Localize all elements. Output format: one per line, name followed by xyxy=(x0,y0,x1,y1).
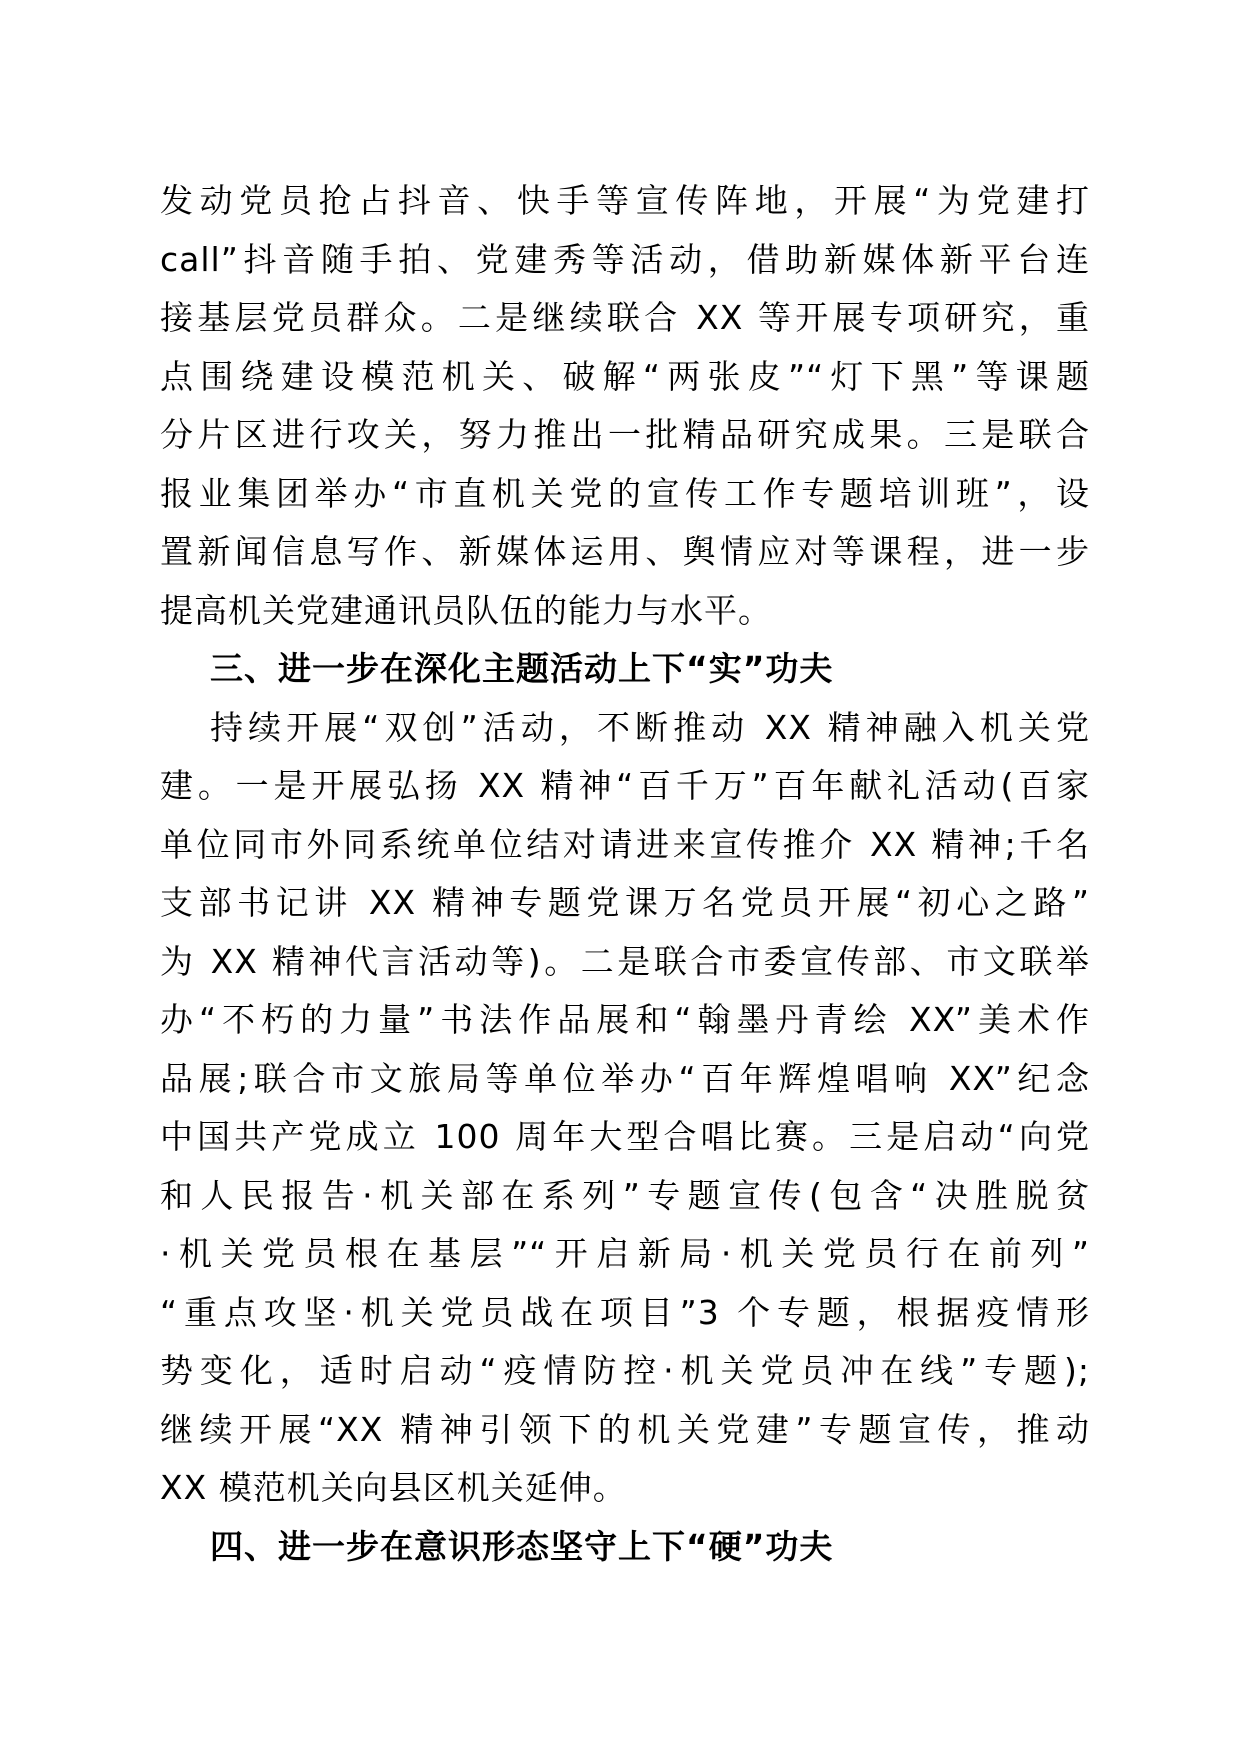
text-line: 品展;联合市文旅局等单位举办“百年辉煌唱响 XX”纪念 xyxy=(160,1058,1090,1098)
text-line: 办“不朽的力量”书法作品展和“翰墨丹青绘 XX”美术作 xyxy=(160,1000,1090,1039)
text-line: 分片区进行攻关，努力推出一批精品研究成果。三是联合 xyxy=(160,415,1090,454)
text-line: 中国共产党成立 100 周年大型合唱比赛。三是启动“向党 xyxy=(160,1117,1090,1156)
text-line: call”抖音随手拍、党建秀等活动，借助新媒体新平台连 xyxy=(160,239,1090,279)
paragraph-media-research-training xyxy=(160,172,1090,640)
text-line: ·机关党员根在基层”“开启新局·机关党员行在前列” xyxy=(160,1234,1090,1273)
text-line: 发动党员抢占抖音、快手等宣传阵地，开展“为党建打 xyxy=(160,181,1090,220)
text-line: 置新闻信息写作、新媒体运用、舆情应对等课程，进一步 xyxy=(160,532,1090,571)
text-line: 报业集团举办“市直机关党的宣传工作专题培训班”，设 xyxy=(160,473,1090,513)
text-line: 继续开展“XX 精神引领下的机关党建”专题宣传，推动 xyxy=(160,1409,1090,1449)
text-line: 点围绕建设模范机关、破解“两张皮”“灯下黑”等课题 xyxy=(160,356,1090,396)
section-heading-3: 三、进一步在深化主题活动上下“实”功夫 xyxy=(210,649,834,688)
text-line: 接基层党员群众。二是继续联合 XX 等开展专项研究，重 xyxy=(160,298,1090,337)
document-body xyxy=(160,172,1090,1576)
text-line: 建。一是开展弘扬 XX 精神“百千万”百年献礼活动(百家 xyxy=(160,766,1090,805)
section-heading-4: 四、进一步在意识形态坚守上下“硬”功夫 xyxy=(210,1526,834,1566)
text-line: 为 XX 精神代言活动等)。二是联合市委宣传部、市文联举 xyxy=(160,941,1090,981)
text-line: 提高机关党建通讯员队伍的能力与水平。 xyxy=(160,590,772,630)
text-line: 支部书记讲 XX 精神专题党课万名党员开展“初心之路” xyxy=(160,883,1090,922)
paragraph-theme-activities xyxy=(160,699,1090,1518)
text-line: XX 模范机关向县区机关延伸。 xyxy=(160,1468,627,1507)
text-line: 单位同市外同系统单位结对请进来宣传推介 XX 精神;千名 xyxy=(160,824,1090,864)
text-line: 持续开展“双创”活动，不断推动 XX 精神融入机关党 xyxy=(210,707,1090,747)
text-line: 和人民报告·机关部在系列”专题宣传(包含“决胜脱贫 xyxy=(160,1175,1090,1215)
text-line: “重点攻坚·机关党员战在项目”3 个专题，根据疫情形 xyxy=(160,1292,1090,1332)
text-line: 势变化，适时启动“疫情防控·机关党员冲在线”专题); xyxy=(160,1351,1090,1390)
